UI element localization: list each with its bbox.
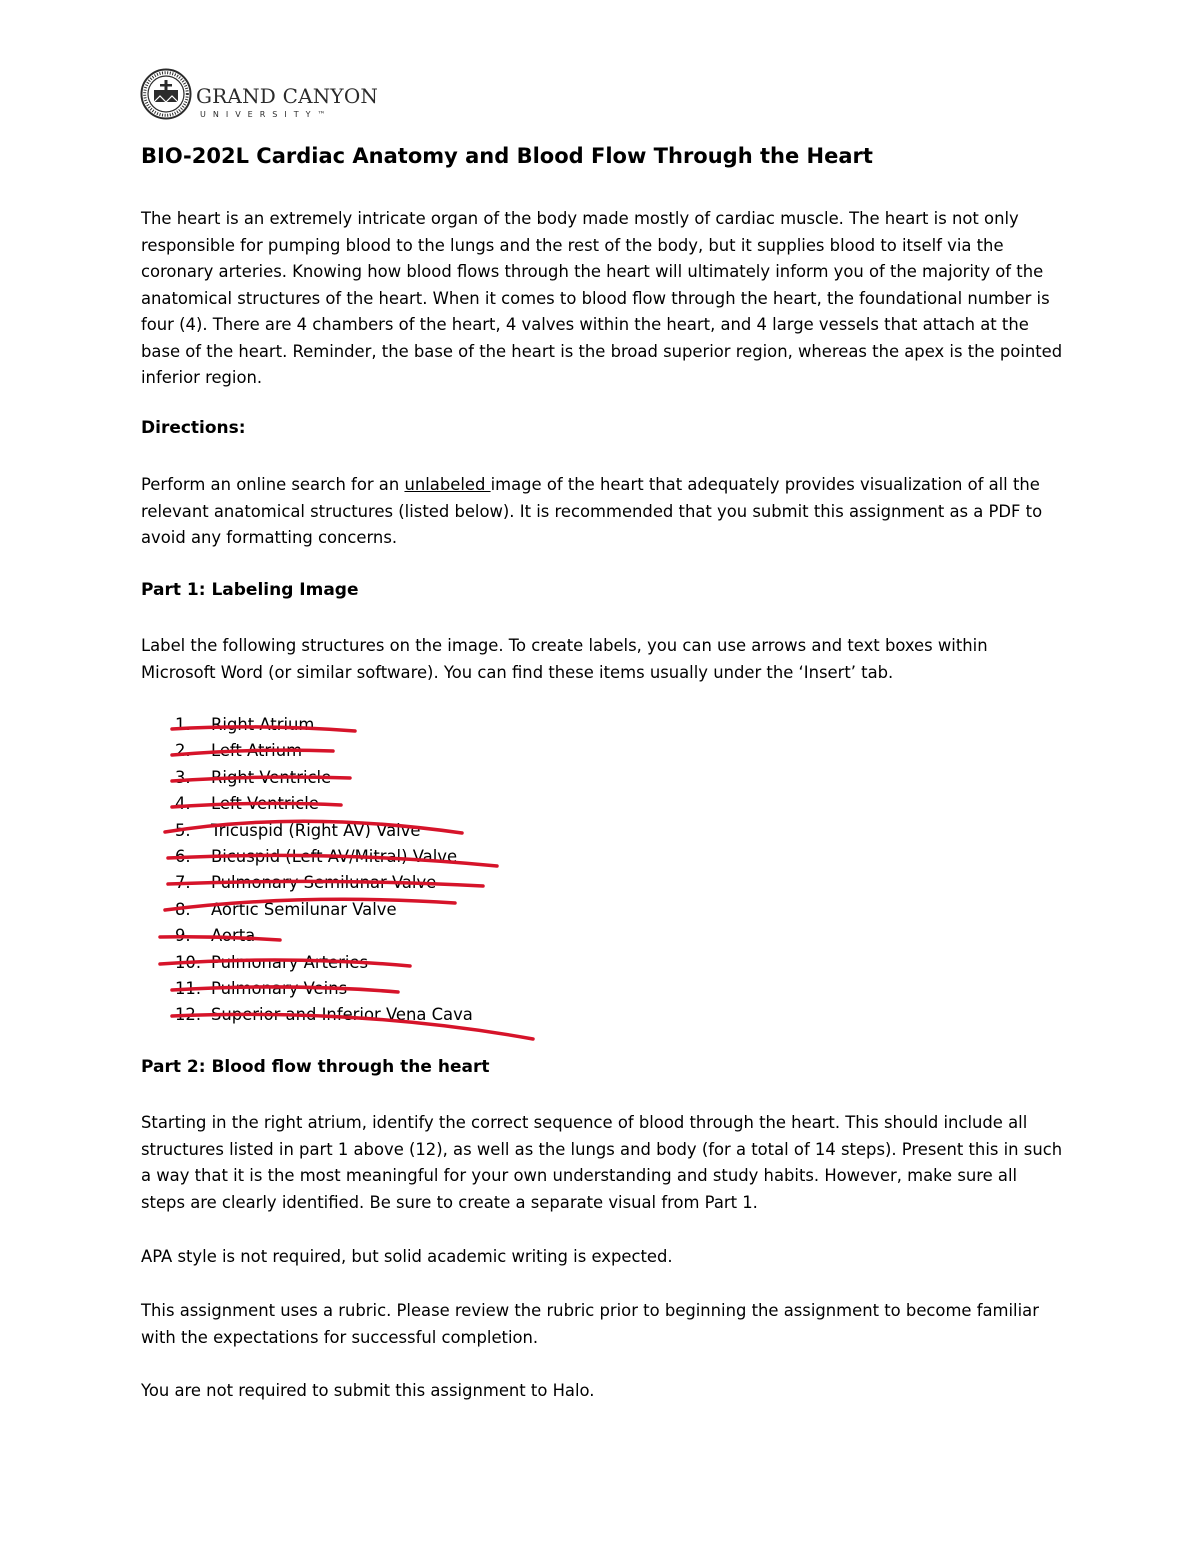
- list-item: 6. Bicuspid (Left AV/Mitral) Valve: [175, 846, 458, 866]
- directions-text-end: image of the heart that adequately provides visualization of all the relevant anatomical structures (listed below). It is recommended that you submit this assignment as a PDF to avoid any formatting concerns.: [141, 475, 1043, 547]
- list-item: 11. Pulmonary Veins: [175, 978, 348, 998]
- rubric-note: This assignment uses a rubric. Please review the rubric prior to beginning the assignment to become familiar with the expectations for successful completion.: [141, 1301, 1039, 1347]
- part2-heading: Part 2: Blood flow through the heart: [141, 1057, 490, 1077]
- list-item: 5. Tricuspid (Right AV) Valve: [175, 820, 421, 840]
- halo-note: You are not required to submit this assignment to Halo.: [141, 1381, 595, 1400]
- part1-paragraph: Label the following structures on the image. To create labels, you can use arrows and text boxes within Microsoft Word (or similar software). You can find these items usually under the ‘Insert’ tab.: [141, 636, 988, 682]
- logo-subname: UNIVERSITY™: [200, 110, 333, 119]
- list-item: 10. Pulmonary Arteries: [175, 952, 368, 972]
- list-item: 9. Aorta: [175, 926, 256, 946]
- underlined-word: unlabeled: [404, 475, 491, 494]
- directions-text-start: Perform an online search for an: [141, 475, 405, 494]
- university-logo: [140, 68, 380, 126]
- logo-name: GRAND CANYON: [196, 84, 379, 108]
- list-item: 12. Superior and Inferior Vena Cava: [175, 1005, 473, 1025]
- part1-heading: Part 1: Labeling Image: [141, 580, 359, 600]
- list-item: 8. Aortic Semilunar Valve: [175, 899, 397, 919]
- list-item: 3. Right Ventricle: [175, 767, 332, 787]
- directions-heading: Directions:: [141, 418, 246, 438]
- apa-note: APA style is not required, but solid academic writing is expected.: [141, 1247, 673, 1266]
- intro-paragraph: The heart is an extremely intricate organ of the body made mostly of cardiac muscle. The heart is not only responsible for pumping blood to the lungs and the rest of the body, but it supplies blood to itself via the coronary arteries. Knowing how blood flows through the heart will ultimately inform you of the majority of the anatomical structures of the heart. When it comes to blood flow through the heart, the foundational number is four (4). There are 4 chambers of the heart, 4 valves within the heart, and 4 large vessels that attach at the base of the heart. Reminder, the base of the heart is the broad superior region, whereas the apex is the pointed inferior region.: [141, 209, 1063, 387]
- list-item: 1. Right Atrium: [175, 715, 315, 734]
- structures-list: [175, 712, 473, 1029]
- part2-paragraph: Starting in the right atrium, identify the correct sequence of blood through the heart. This should include all structures listed in part 1 above (12), as well as the lungs and body (for a total of 14 steps). Present this in such a way that it is the most meaningful for your own understanding and study habits. However, make sure all steps are clearly identified. Be sure to create a separate visual from Part 1.: [141, 1113, 1063, 1212]
- page-title: BIO-202L Cardiac Anatomy and Blood Flow Through the Heart: [141, 144, 873, 168]
- list-item: 4. Left Ventricle: [175, 794, 319, 814]
- list-item: 7. Pulmonary Semilunar Valve: [175, 873, 437, 893]
- seal-icon: [140, 68, 192, 120]
- directions-paragraph: [141, 472, 1066, 552]
- list-item: 2. Left Atrium: [175, 741, 303, 761]
